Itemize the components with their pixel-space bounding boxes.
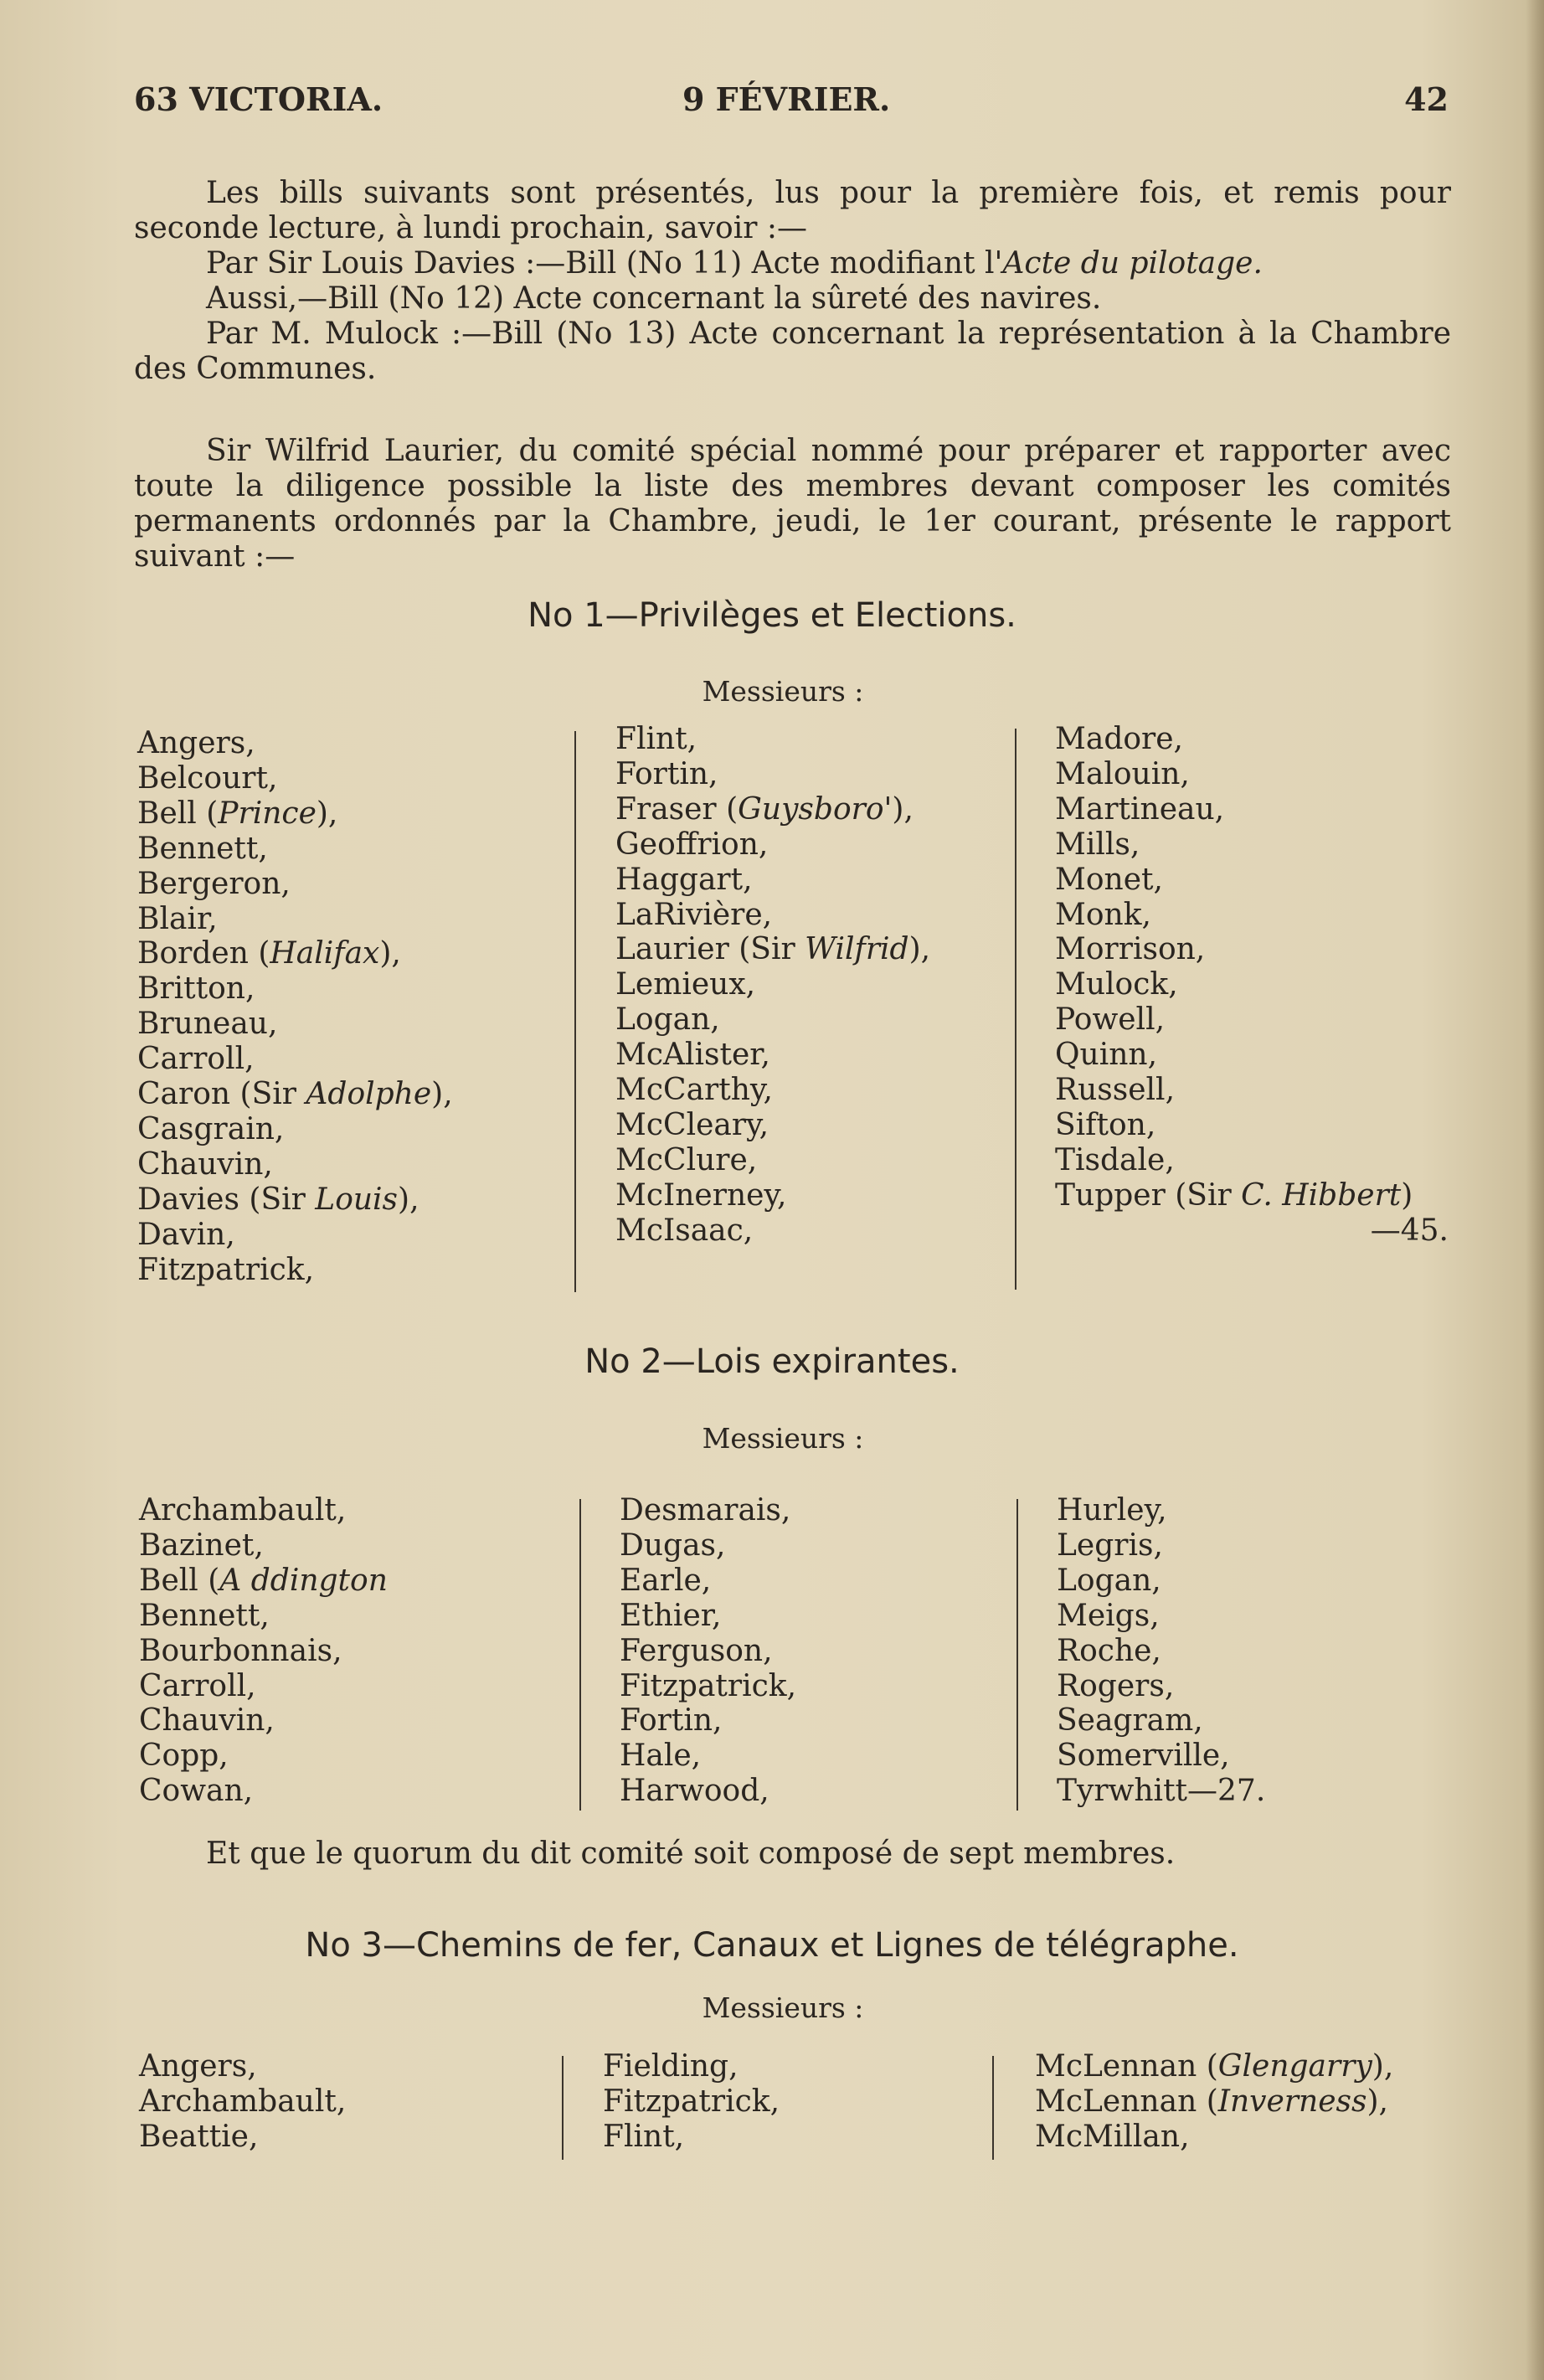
list-item: Dugas, (620, 1527, 726, 1563)
list-item: Beattie, (139, 2119, 259, 2154)
list-item: Somerville, (1057, 1739, 1230, 1774)
list-item: Belcourt, (137, 760, 278, 796)
report-text: Sir Wilfrid Laurier, du comité spécial nommé pour préparer et rapporter avec toute la diligence possible la liste des membres devant composer les comités permanents ordonnés par la Chambre, jeudi, le 1er courant, présente le rapport suivant :— (134, 434, 1451, 574)
column-divider (992, 2056, 994, 2160)
list-item: Bourbonnais, (139, 1633, 342, 1668)
section-2-column-2 (620, 1493, 796, 1809)
list-item: Quinn, (1055, 1038, 1158, 1073)
section-3-messieurs: Messieurs : (702, 1991, 864, 2024)
list-item: Tyrwhitt—27. (1057, 1774, 1266, 1809)
bills-intro: Les bills suivants sont présentés, lus pour la première fois, et remis pour seconde lecture, à lundi prochain, savoir :— (134, 176, 1451, 245)
list-item: Angers, (139, 2049, 257, 2084)
member-count: —45. (1370, 1213, 1449, 1248)
section-1-column-1 (137, 726, 453, 1288)
list-item: McInerney, (615, 1177, 787, 1213)
list-item: McClure, (615, 1142, 758, 1177)
list-item: Cowan, (139, 1774, 254, 1809)
list-item: Fitzpatrick, (137, 1252, 315, 1287)
list-item: Copp, (139, 1739, 229, 1774)
header-date: 9 FÉVRIER. (682, 80, 891, 118)
list-item: Madore, (1055, 722, 1183, 756)
section-1-column-3 (1055, 722, 1449, 1249)
list-item: Malouin, (1055, 756, 1190, 791)
list-item: Logan, (615, 1002, 720, 1038)
list-item: Earle, (620, 1563, 712, 1598)
list-item: Borden (Halifax), (137, 936, 401, 971)
list-item: Carroll, (139, 1668, 256, 1703)
list-item: Archambault, (139, 1493, 347, 1527)
list-item: Morrison, (1055, 932, 1206, 967)
list-item: Angers, (137, 726, 255, 760)
list-item: Seagram, (1057, 1703, 1203, 1739)
list-item: Fielding, (603, 2049, 739, 2084)
list-item: Meigs, (1057, 1598, 1160, 1633)
section-2-column-3 (1057, 1493, 1265, 1809)
list-item: Rogers, (1057, 1668, 1175, 1703)
list-item: Tisdale, (1055, 1142, 1175, 1177)
list-item: McLennan (Glengarry), (1035, 2049, 1394, 2084)
list-item: Logan, (1057, 1563, 1161, 1598)
bill-12: Aussi,—Bill (No 12) Acte concernant la sûreté des navires. (206, 281, 1102, 316)
page-header (134, 80, 1449, 122)
list-item: Bennett, (139, 1598, 270, 1633)
list-item: Desmarais, (620, 1493, 791, 1527)
list-item: Mills, (1055, 827, 1140, 862)
list-item: Hurley, (1057, 1493, 1167, 1527)
list-item: McAlister, (615, 1038, 770, 1073)
list-item: Caron (Sir Adolphe), (137, 1077, 453, 1112)
list-item: Laurier (Sir Wilfrid), (615, 932, 931, 967)
list-item: Monk, (1055, 897, 1151, 932)
list-item: Chauvin, (139, 1703, 275, 1739)
list-item: McMillan, (1035, 2119, 1190, 2154)
list-item: Ethier, (620, 1598, 722, 1633)
column-divider (562, 2056, 564, 2160)
list-item: Powell, (1055, 1002, 1166, 1038)
section-1-column-2 (615, 722, 930, 1249)
list-item: Sifton, (1055, 1107, 1156, 1142)
list-item: Tupper (Sir C. Hibbert) (1055, 1177, 1413, 1213)
section-3-column-1 (139, 2049, 346, 2155)
list-item: Fitzpatrick, (603, 2084, 780, 2119)
list-item: Casgrain, (137, 1111, 285, 1146)
list-item: Fitzpatrick, (620, 1668, 797, 1703)
list-item: Roche, (1057, 1633, 1161, 1668)
list-item: Bruneau, (137, 1007, 278, 1042)
section-2-column-1 (139, 1493, 388, 1809)
list-item: Davin, (137, 1217, 235, 1252)
list-item: Fortin, (615, 756, 718, 791)
column-divider (579, 1499, 581, 1811)
list-item: Fortin, (620, 1703, 723, 1739)
quorum-note (206, 1837, 1462, 1872)
list-item: Bazinet, (139, 1527, 264, 1563)
list-item: Lemieux, (615, 967, 756, 1002)
column-divider (1015, 729, 1016, 1290)
bills-paragraph (134, 176, 1451, 387)
list-item: Bell (A ddington (139, 1563, 388, 1598)
list-item: Russell, (1055, 1073, 1176, 1108)
list-item: Legris, (1057, 1527, 1163, 1563)
list-item: Mulock, (1055, 967, 1178, 1002)
section-2-title: No 2—Lois expirantes. (584, 1342, 960, 1381)
list-item: Geoffrion, (615, 827, 769, 862)
list-item: Flint, (615, 722, 697, 756)
list-item: Blair, (137, 901, 218, 936)
list-item: Bennett, (137, 831, 268, 866)
section-3-column-3 (1035, 2049, 1393, 2155)
list-item: McCarthy, (615, 1073, 773, 1108)
section-1-title: No 1—Privilèges et Elections. (528, 596, 1016, 635)
header-page-number: 42 (1404, 80, 1449, 118)
list-item: Flint, (603, 2119, 685, 2154)
list-item: Haggart, (615, 862, 753, 897)
list-item: Britton, (137, 971, 255, 1007)
report-paragraph (134, 434, 1451, 574)
list-item: Bell (Prince), (137, 796, 338, 831)
list-item: McLennan (Inverness), (1035, 2084, 1388, 2119)
list-item: Hale, (620, 1739, 702, 1774)
list-item: Chauvin, (137, 1146, 273, 1182)
section-1-messieurs: Messieurs : (702, 675, 864, 708)
list-item: Fraser (Guysboro'), (615, 791, 914, 827)
list-item: Bergeron, (137, 866, 291, 901)
list-item: Harwood, (620, 1774, 769, 1809)
list-item: Carroll, (137, 1042, 255, 1077)
list-item: Archambault, (139, 2084, 347, 2119)
section-3-column-2 (603, 2049, 780, 2155)
bill-13: Par M. Mulock :—Bill (No 13) Acte concernant la représentation à la Chambre des Communes. (134, 317, 1451, 386)
section-3-title: No 3—Chemins de fer, Canaux et Lignes de télégraphe. (305, 1926, 1239, 1965)
quorum-text: Et que le quorum du dit comité soit composé de sept membres. (206, 1837, 1176, 1871)
list-item: Martineau, (1055, 791, 1225, 827)
section-2-messieurs: Messieurs : (702, 1422, 864, 1455)
list-item: McCleary, (615, 1107, 769, 1142)
list-item: Ferguson, (620, 1633, 773, 1668)
column-divider (1016, 1499, 1018, 1811)
list-item: Monet, (1055, 862, 1163, 897)
list-item: McIsaac, (615, 1213, 754, 1248)
list-item: LaRivière, (615, 897, 773, 932)
column-divider (574, 731, 576, 1292)
list-item: Davies (Sir Louis), (137, 1182, 419, 1217)
bill-11: Par Sir Louis Davies :—Bill (No 11) Acte modifiant l'Acte du pilotage. (206, 246, 1263, 281)
header-session: 63 VICTORIA. (134, 80, 383, 118)
